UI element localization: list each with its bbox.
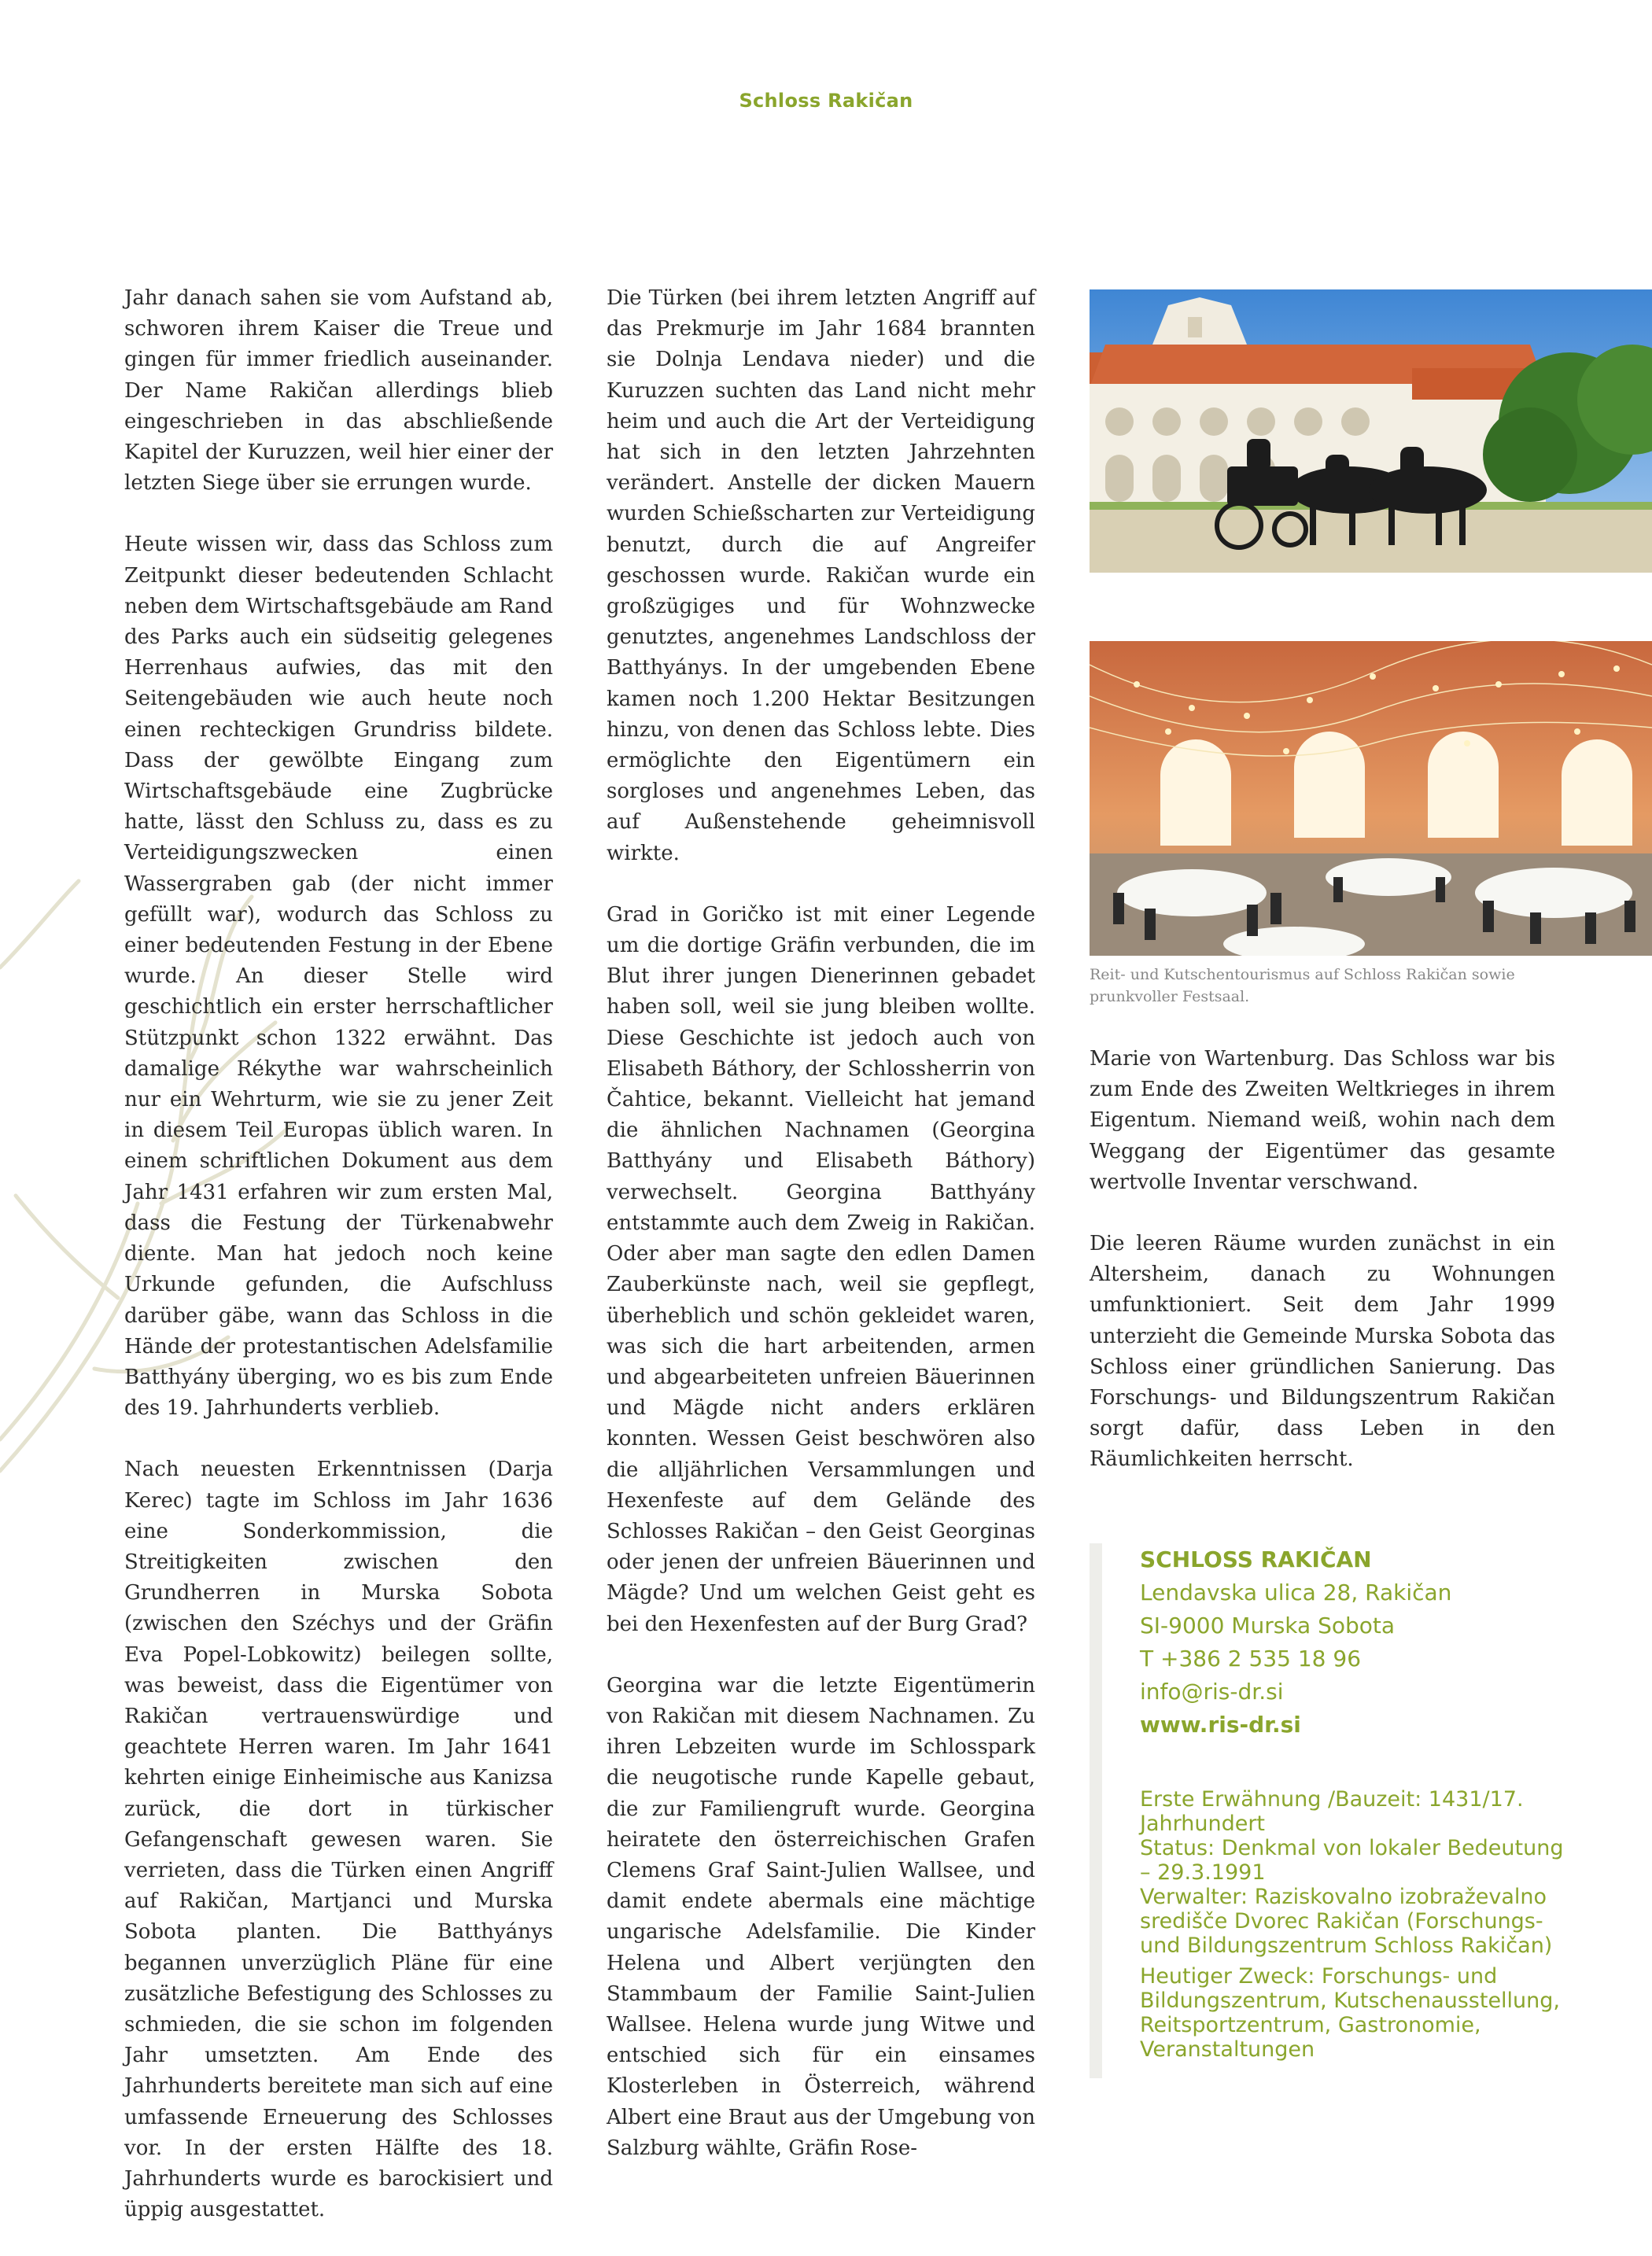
paragraph: Marie von Wartenburg. Das Schloss war bis zum Ende des Zweiten Weltkrieges in ihrem Eigentum. Niemand weiß, wohin nach dem Weggang der Eigentümer das gesamte wertvolle Inventar verschwand. — [1090, 1047, 1555, 1194]
paragraph: Heute wissen wir, dass das Schloss zum Zeitpunkt dieser bedeutenden Schlacht neben dem Wirtschaftsgebäude am Rand des Parks auch ein südseitig gelegenes Herrenhaus aufwies, das mit den Seitengebäuden wie auch heute noch einen rechteckigen Grundriss bildete. Dass der gewölbte Eingang zum Wirtschaftsgebäude eine Zugbrücke hatte, lässt den Schluss zu, dass es zu Verteidigungszwecken einen Wassergraben gab (der nicht immer gefüllt war), wodurch das Schloss zu einer bedeutenden Festung in der Ebene wurde. An dieser Stelle wird geschichtlich ein erster herrschaftlicher Stützpunkt schon 1322 erwähnt. Das damalige Rékythe war wahrscheinlich nur ein Wehrturm, wie sie zu jener Zeit in diesem Teil Europas üblich waren. In einem schriftlichen Dokument aus dem Jahr 1431 erfahren wir zum ersten Mal, dass die Festung der Türkenabwehr diente. Man hat jedoch noch keine Urkunde gefunden, die Aufschluss darüber gäbe, wann das Schloss in die Hände der protestantischen Adelsfamilie Batthyány überging, wo es bis zum Ende des 19. Jahrhunderts verblieb. — [124, 533, 553, 1421]
paragraph: Grad in Goričko ist mit einer Legende um die dortige Gräfin verbunden, die im Blut ihrer jungen Dienerinnen gebadet haben soll, weil sie jung bleiben wollte. Diese Geschichte ist jedoch auch von Elisabeth Báthory, der Schlossherrin von Čahtice, bekannt. Vielleicht hat jemand die ähnlichen Nachnamen (Georgina Batthyány und Elisabeth Báthory) verwechselt. Georgina Batthyány entstammte auch dem Zweig in Rakičan. Oder aber man sagte den edlen Damen Zauberkünste nach, weil sie gepflegt, überheblich und schön gekleidet waren, was sich die hart arbeitenden, armen und abgearbeiteten unfreien Bäuerinnen und Mägde nicht anders erklären konnten. Wessen Geist beschwören also die alljährlichen Versammlungen und Hexenfeste auf dem Gelände des Schlosses Rakičan – den Geist Georginas oder jenen der unfreien Bäuerinnen und Mägde? Und um welchen Geist geht es bei den Hexenfesten auf der Burg Grad? — [607, 902, 1035, 1636]
photo-caption: Reit- und Kutschentourismus auf Schloss Rakičan sowie prunkvoller Festsaal. — [1090, 966, 1515, 1005]
website-link[interactable]: www.ris-dr.si — [1140, 1712, 1301, 1738]
facts-list — [1140, 1787, 1565, 2062]
fact-item: Heutiger Zweck: Forschungs- und Bildungszentrum, Kutschenausstellung, Reitsportzentrum, Gastronomie, Veranstaltungen — [1140, 1964, 1561, 2062]
castle-carriage-photo — [1090, 289, 1652, 573]
fact-item: Verwalter: Raziskovalno izobraževalno središče Dvorec Rakičan (Forschungs- und Bildungszentrum Schloss Rakičan) — [1140, 1885, 1553, 1958]
fact-item: Erste Erwähnung /Bauzeit: 1431/17. Jahrhundert — [1140, 1787, 1524, 1836]
page-header: Schloss Rakičan — [739, 90, 913, 112]
address-line: Lendavska ulica 28, Rakičan — [1140, 1580, 1452, 1605]
festival-hall-photo — [1090, 641, 1652, 956]
email-link[interactable]: info@ris-dr.si — [1140, 1679, 1284, 1705]
phone-number: T +386 2 535 18 96 — [1140, 1646, 1362, 1672]
address-line: SI-9000 Murska Sobota — [1140, 1613, 1396, 1639]
paragraph: Jahr danach sahen sie vom Aufstand ab, schworen ihrem Kaiser die Treue und gingen für immer friedlich auseinander. Der Name Rakičan allerdings blieb eingeschrieben in das abschließende Kapitel der Kuruzzen, weil hier einer der letzten Siege über sie errungen wurde. — [124, 286, 553, 496]
paragraph: Nach neuesten Erkenntnissen (Darja Kerec) tagte im Schloss im Jahr 1636 eine Sonderkommission, die Streitigkeiten zwischen den Grundherren in Murska Sobota (zwischen den Széchys und der Gräfin Eva Popel-Lobkowitz) beilegen sollte, was beweist, dass die Eigentümer von Rakičan vertrauenswürdige und geachtete Herren waren. Im Jahr 1641 kehrten einige Einheimische aus Kanizsa zurück, die dort in türkischer Gefangenschaft gewesen waren. Sie verrieten, dass die Türken einen Angriff auf Rakičan, Martjanci und Murska Sobota planten. Die Batthyánys begannen unverzüglich Pläne für eine zusätzliche Befestigung des Schlosses zu schmieden, die sie schon im folgenden Jahr umsetzten. Am Ende des Jahrhunderts bereitete man sich auf eine umfassende Erneuerung des Schlosses vor. In der ersten Hälfte des 18. Jahrhunderts wurde es barockisiert und üppig ausgestattet. — [124, 1458, 553, 2222]
info-box — [1090, 1543, 1574, 2078]
paragraph: Die leeren Räume wurden zunächst in ein Altersheim, danach zu Wohnungen umfunktioniert. Seit dem Jahr 1999 unterzieht die Gemeinde Murska Sobota das Schloss einer gründlichen Sanierung. Das Forschungs- und Bildungszentrum Rakičan sorgt dafür, dass Leben in den Räumlichkeiten herrscht. — [1090, 1232, 1555, 1472]
paragraph: Die Türken (bei ihrem letzten Angriff auf das Prekmurje im Jahr 1684 brannten sie Dolnja Lendava nieder) und die Kuruzzen suchten das Land nicht mehr heim und auch die Art der Verteidigung hat sich in den letzten Jahrzehnten verändert. Anstelle der dicken Mauern wurden Schießscharten zur Verteidigung benutzt, durch die auf Angreifer geschossen wurde. Rakičan wurde ein großzügiges und für Wohnzwecke genutztes, angenehmes Landschloss der Batthyánys. In der umgebenden Ebene kamen noch 1.200 Hektar Besitzungen hinzu, von denen das Schloss lebte. Dies ermöglichte den Eigentümern ein sorgloses und angenehmes Leben, das auf Außenstehende geheimnisvoll wirkte. — [607, 286, 1035, 865]
text-column-1 — [124, 283, 553, 2256]
paragraph: Georgina war die letzte Eigentümerin von Rakičan mit diesem Nachnamen. Zu ihren Lebzeiten wurde im Schlosspark die neugotische runde Kapelle gebaut, die zur Familiengruft wurde. Georgina heiratete den österreichischen Grafen Clemens Graf Saint-Julien Wallsee, und damit endete abermals eine mächtige ungarische Adelsfamilie. Die Kinder Helena und Albert verjüngten den Stammbaum der Familie Saint-Julien Wallsee. Helena wurde jung Witwe und entschied sich für ein einsames Klosterleben in Österreich, während Albert eine Braut aus der Umgebung von Salzburg wählte, Gräfin Rose- — [607, 1673, 1035, 2160]
fact-item: Status: Denkmal von lokaler Bedeutung – 29.3.1991 — [1140, 1836, 1564, 1885]
info-title: SCHLOSS RAKIČAN — [1140, 1546, 1372, 1572]
text-column-2 — [607, 283, 1035, 2195]
text-column-3 — [1090, 1044, 1555, 1506]
